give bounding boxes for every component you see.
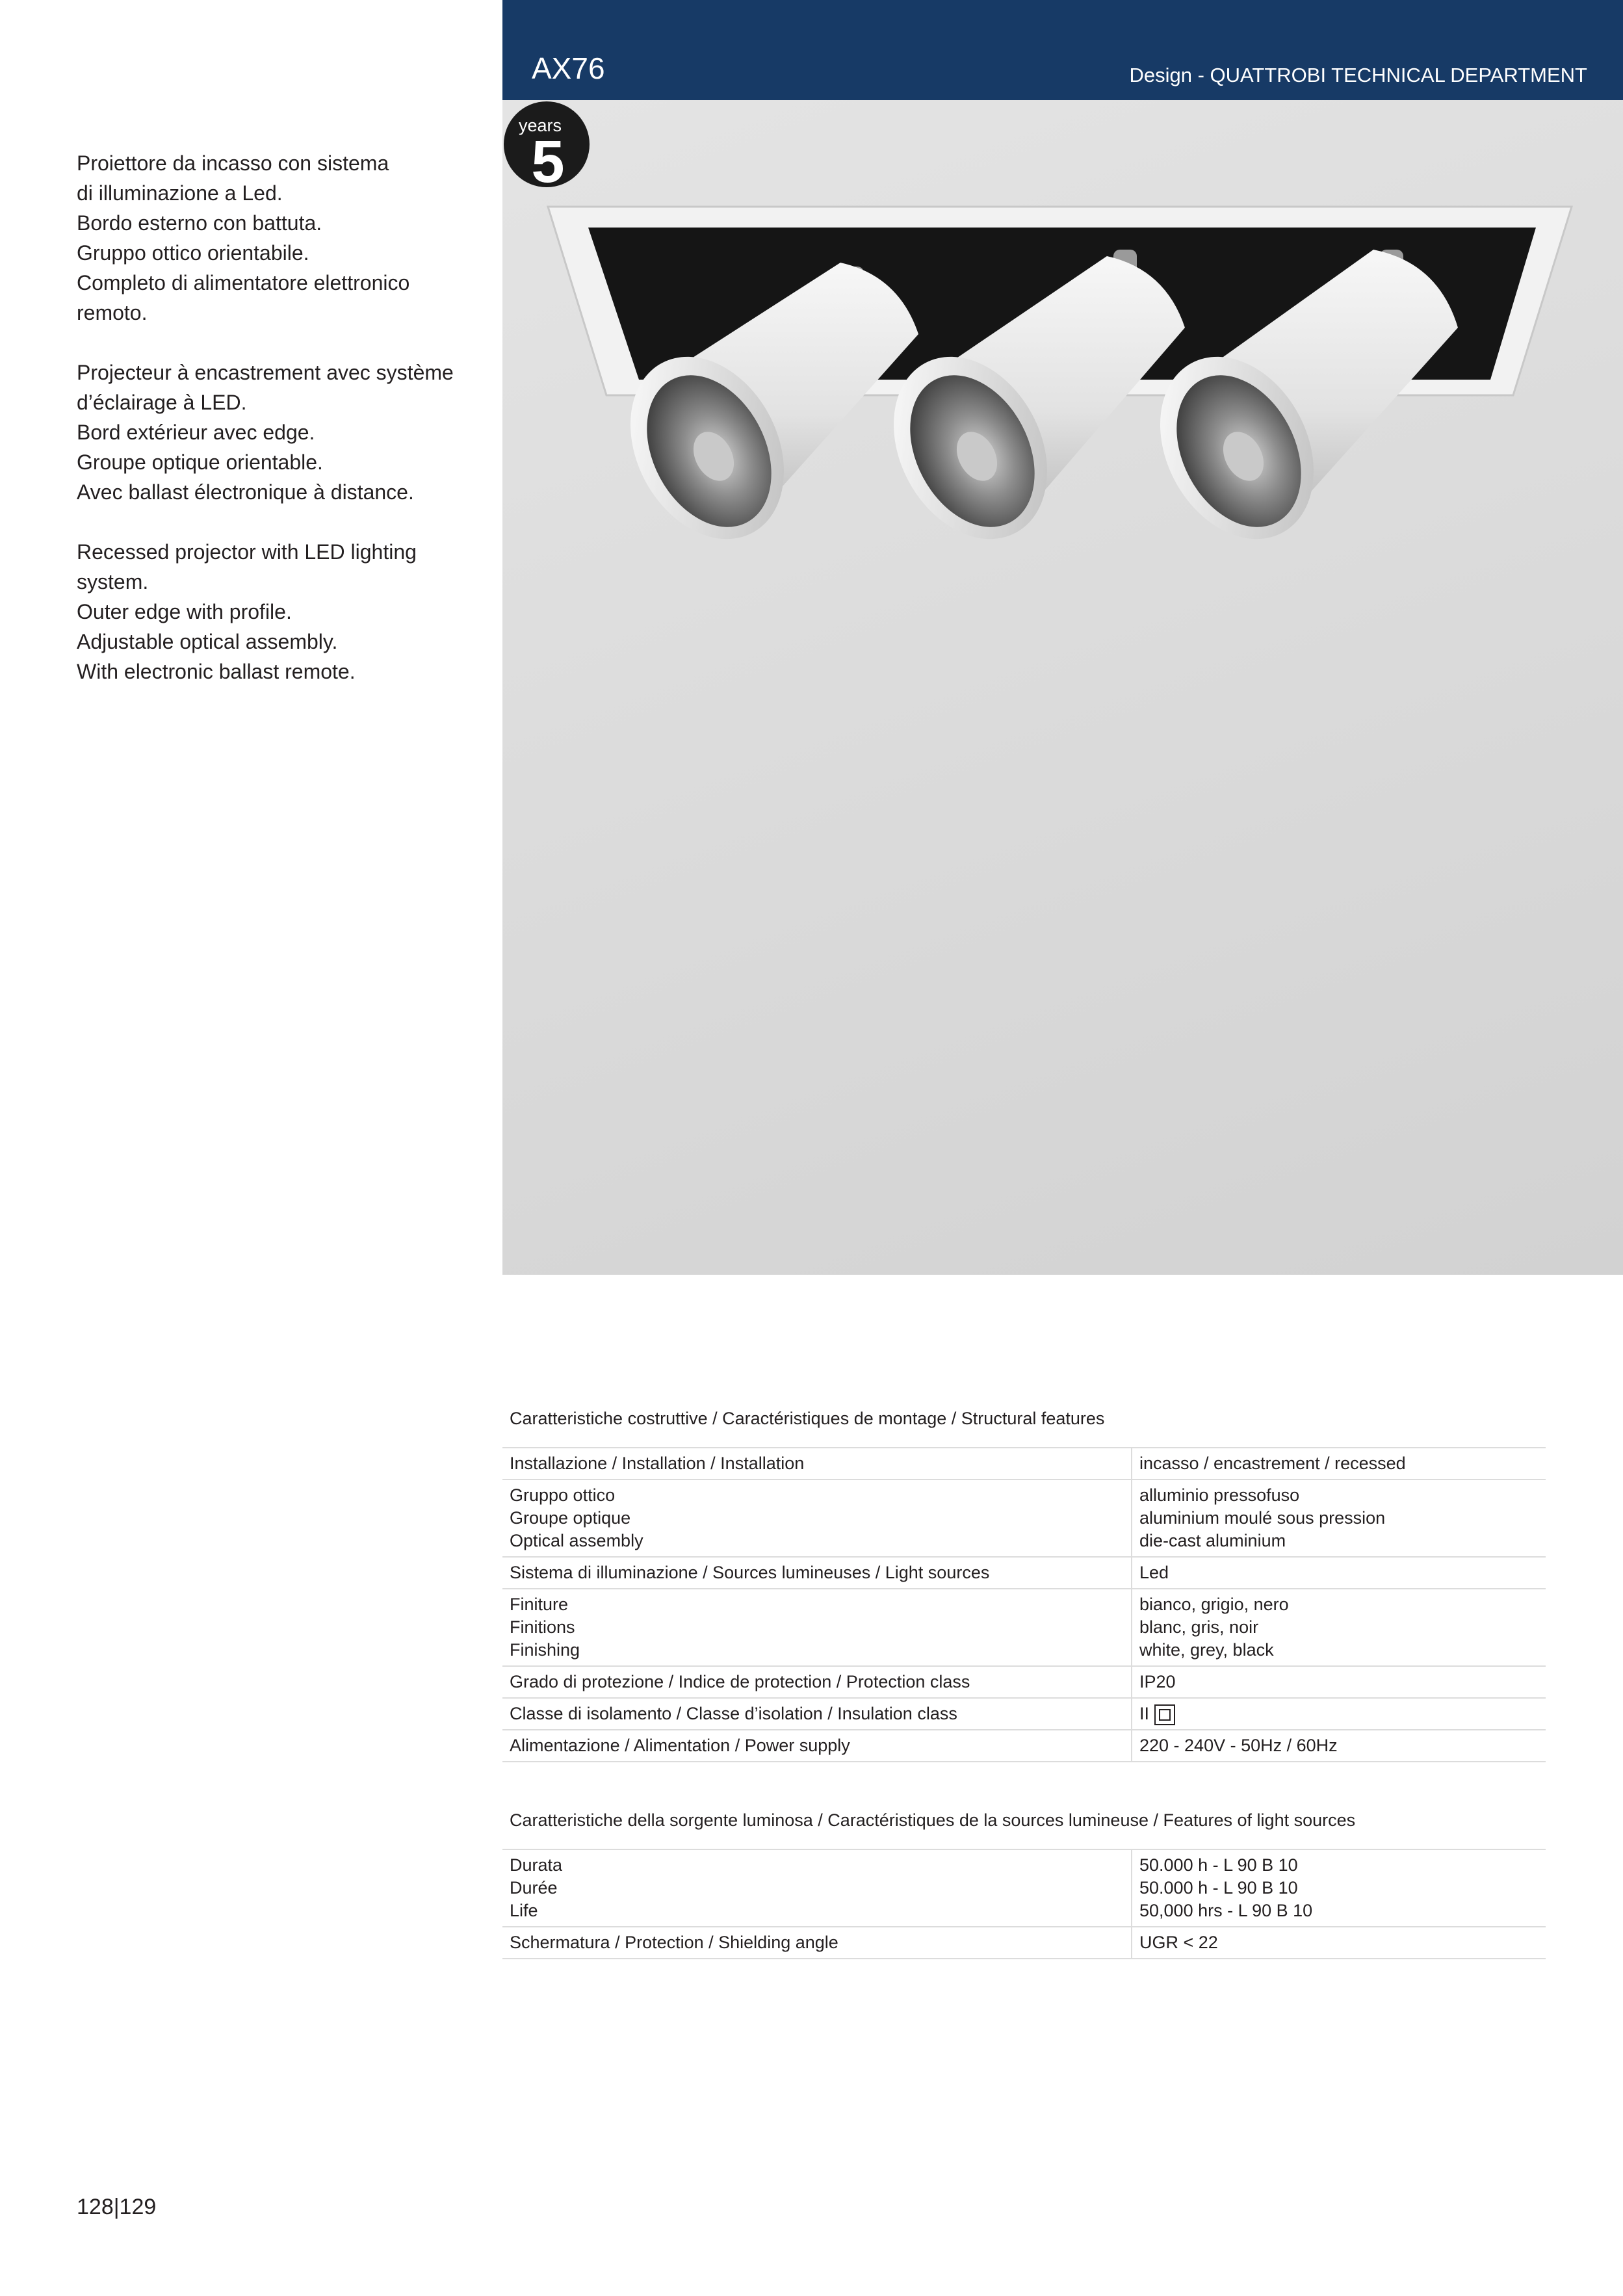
table-row [502,1589,1546,1666]
page-number: 128|129 [77,2195,157,2219]
row-label: Gruppo ottico Groupe optique Optical assembly [502,1480,1132,1557]
description-italian: Proiettore da incasso con sistema di illuminazione a Led. Bordo esterno con battuta. Gruppo ottico orientabile. Completo di alimentatore elettronico remoto. [77,151,410,324]
table-row [502,1698,1546,1730]
row-value: IP20 [1132,1666,1546,1698]
badge-word: years [518,116,562,135]
row-value: bianco, grigio, nero blanc, gris, noir white, grey, black [1132,1589,1546,1666]
row-value: alluminio pressofuso aluminium moulé sous pression die-cast aluminium [1132,1480,1546,1557]
design-credit: Design - QUATTROBI TECHNICAL DEPARTMENT [1129,64,1587,86]
table-row [502,1666,1546,1698]
row-value [1132,1698,1546,1730]
row-label: Finiture Finitions Finishing [502,1589,1132,1666]
structural-features-table [502,1447,1546,1762]
table-row [502,1927,1546,1959]
structural-features-title: Caratteristiche costruttive / Caractéristiques de montage / Structural features [510,1409,1105,1428]
description-english: Recessed projector with LED lighting system. Outer edge with profile. Adjustable optical assembly. With electronic ballast remote. [77,540,417,683]
row-value: 220 - 240V - 50Hz / 60Hz [1132,1730,1546,1762]
light-source-features-section [502,1808,1546,1959]
insulation-class-value: II [1139,1704,1150,1723]
row-value: 50.000 h - L 90 B 10 50.000 h - L 90 B 10 50,000 hrs - L 90 B 10 [1132,1849,1546,1927]
model-code: AX76 [532,51,605,85]
double-insulation-icon [1154,1704,1175,1725]
row-label: Installazione / Installation / Installation [502,1448,1132,1480]
product-photo [502,100,1623,1275]
table-row [502,1480,1546,1557]
row-value: incasso / encastrement / recessed [1132,1448,1546,1480]
table-row [502,1557,1546,1589]
table-row [502,1448,1546,1480]
row-label: Sistema di illuminazione / Sources lumineuses / Light sources [502,1557,1132,1589]
row-label: Durata Durée Life [502,1849,1132,1927]
row-label: Alimentazione / Alimentation / Power supply [502,1730,1132,1762]
warranty-badge-icon [502,100,591,189]
row-label: Classe di isolamento / Classe d’isolation / Insulation class [502,1698,1132,1730]
table-row [502,1849,1546,1927]
spotlight-fixture-illustration [502,100,1623,1275]
header-bar [502,0,1623,100]
row-label: Schermatura / Protection / Shielding angle [502,1927,1132,1959]
table-row [502,1730,1546,1762]
product-description [77,148,467,716]
light-source-features-table [502,1849,1546,1959]
structural-features-section [502,1407,1546,1762]
light-source-features-title: Caratteristiche della sorgente luminosa / Caractéristiques de la sources lumineuse / Features of light sources [510,1810,1356,1830]
row-value: UGR < 22 [1132,1927,1546,1959]
row-label: Grado di protezione / Indice de protection / Protection class [502,1666,1132,1698]
row-value: Led [1132,1557,1546,1589]
description-french: Projecteur à encastrement avec système d’éclairage à LED. Bord extérieur avec edge. Groupe optique orientable. Avec ballast électronique à distance. [77,361,454,504]
badge-number: 5 [531,129,565,189]
